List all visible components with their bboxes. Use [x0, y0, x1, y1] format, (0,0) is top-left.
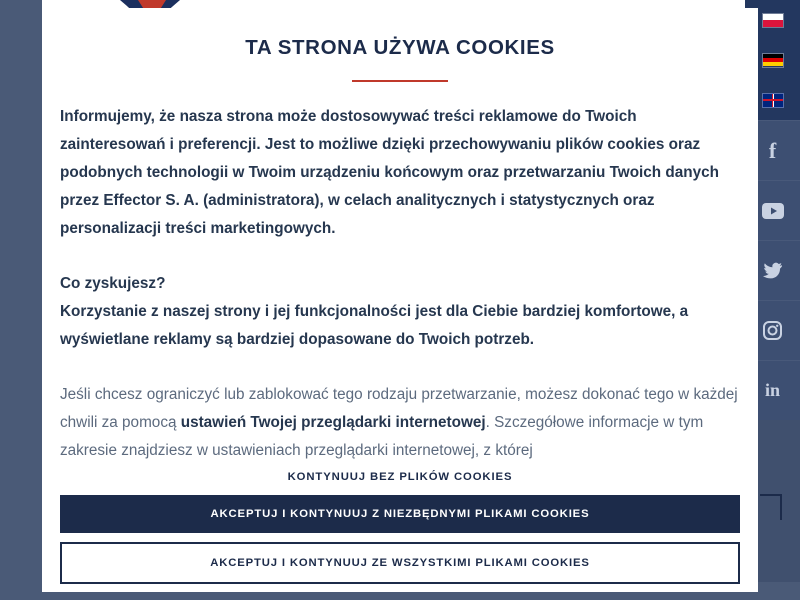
accept-necessary-cookies-button[interactable]: AKCEPTUJ I KONTYNUUJ Z NIEZBĘDNYMI PLIKAMI COOKIES [60, 495, 740, 533]
flag-gb-icon [762, 93, 784, 108]
linkedin-icon: in [764, 380, 780, 400]
instagram-icon [763, 321, 782, 340]
cookie-text-scroll-area[interactable] [60, 103, 740, 495]
cookie-consent-dialog [42, 8, 758, 592]
accept-all-cookies-button[interactable]: AKCEPTUJ I KONTYNUUJ ZE WSZYSTKIMI PLIKAMI COOKIES [60, 542, 740, 584]
cookie-paragraph-1: Informujemy, że nasza strona może dostosowywać treści reklamowe do Twoich zainteresowań i preferencji. Jest to możliwe dzięki przechowywaniu plików cookies oraz podobnych technologii w Twoim urządzeniu końcowym oraz przetwarzaniu Twoich danych przez Effector S. A. (administratora), w celach analitycznych i statystycznych oraz personalizacji treści marketingowych. [60, 108, 719, 237]
continue-without-cookies-button[interactable]: KONTYNUUJ BEZ PLIKÓW COOKIES [60, 462, 740, 495]
focus-bracket-right [760, 494, 782, 520]
page-title: TA STRONA UŻYWA COOKIES [245, 36, 555, 59]
cookie-paragraph-3-part1: Jeśli chcesz ograniczyć lub zablokować tego rodzaju przetwarzanie, możesz dokonać tego w każdej chwili za pomocą [60, 386, 738, 431]
cookie-paragraph-2: Korzystanie z naszej strony i jej funkcjonalności jest dla Ciebie bardziej komfortowe, a wyświetlane reklamy są bardziej dopasowane do Twoich potrzeb. [60, 303, 689, 348]
cookie-paragraph-3-part2: . Szczegółowe informacje w tym zakresie znajdziesz w ustawieniach przeglądarki internetowej, z której [60, 414, 704, 459]
youtube-icon [762, 203, 784, 219]
cookie-button-group [60, 462, 740, 584]
cookie-paragraph-3 [60, 381, 740, 465]
title-divider [352, 80, 448, 82]
cookie-paragraph-2-heading: Co zyskujesz? [60, 275, 166, 292]
flag-de-icon [762, 53, 784, 68]
overlay-left-edge [0, 0, 42, 600]
browser-settings-emphasis: ustawień Twojej przeglądarki internetowej [180, 414, 486, 431]
flag-pl-icon [762, 13, 784, 28]
focus-bracket-left [60, 496, 82, 522]
facebook-icon: f [768, 137, 777, 163]
twitter-icon [763, 262, 783, 280]
